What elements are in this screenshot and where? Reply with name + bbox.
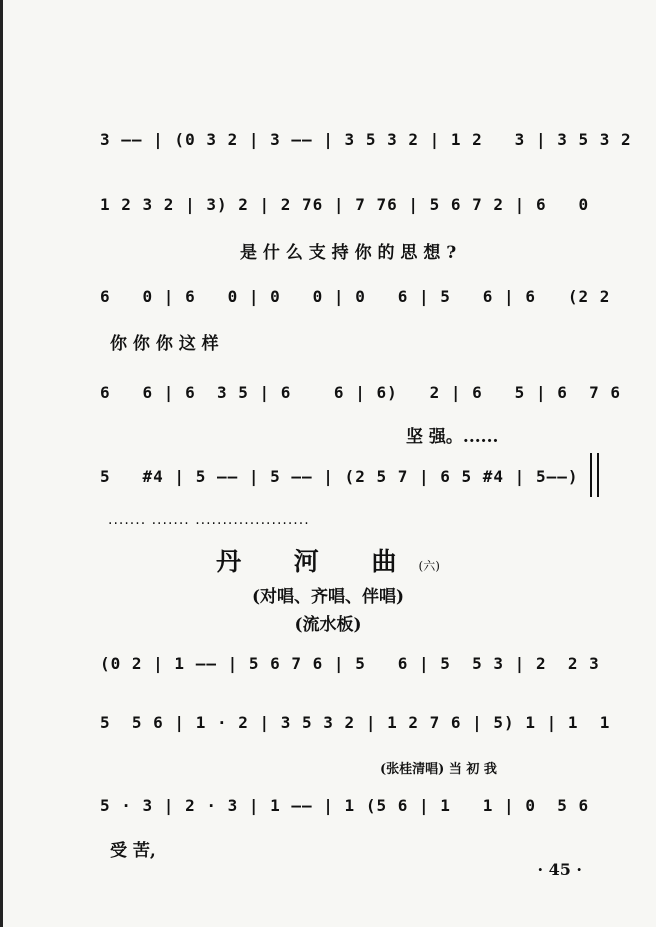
song-music-line-2 [100, 713, 611, 753]
lyric-line-3: 坚 强。...... [406, 427, 499, 447]
song-title [0, 542, 656, 578]
music-line-4 [100, 383, 622, 423]
song-music-line-1 [100, 654, 606, 694]
notation-text: 6 0 | 6 0 | 0 0 | 0 6 | 5 6 | 6 (2 2 [100, 287, 611, 306]
page-number: · 45 · [537, 860, 582, 879]
song-tempo: (流水板) [294, 615, 362, 635]
notation-text: 5 5 6 | 1 · 2 | 3 5 3 2 | 1 2 7 6 | 5) 1 | 1 1 [100, 713, 611, 732]
singer-note: (张桂清唱) 当 初 我 [380, 762, 497, 777]
music-line-5 [100, 467, 606, 507]
song-title-text: 丹 河 曲 [216, 547, 419, 576]
lyric-line-4: 受 苦, [110, 841, 156, 861]
notation-text: 5 #4 | 5 —— | 5 —— | (2 5 7 | 6 5 #4 | 5——) [100, 467, 579, 486]
notation-text: 3 —— | (0 3 2 | 3 —— | 3 5 3 2 | 1 2 3 | 3 5 3 2 [100, 130, 632, 149]
dotted-separator: ....... ....... ..................... [108, 512, 310, 528]
music-line-2 [100, 195, 606, 235]
song-title-tag: (六) [418, 559, 440, 573]
lyric-line-2: 你 你 你 这 样 [110, 334, 219, 354]
song-music-line-3 [100, 796, 606, 836]
notation-text: 1 2 3 2 | 3) 2 | 2 76 | 7 76 | 5 6 7 2 | 6 0 [100, 195, 590, 214]
notation-text: 6 6 | 6 3 5 | 6 6 | 6) 2 | 6 5 | 6 7 6 [100, 383, 622, 402]
double-barline [590, 453, 599, 497]
notation-text: (0 2 | 1 —— | 5 6 7 6 | 5 6 | 5 5 3 | 2 2 3 [100, 654, 600, 673]
notation-text: 5 · 3 | 2 · 3 | 1 —— | 1 (5 6 | 1 1 | 0 5 6 [100, 796, 590, 815]
page-edge [0, 0, 3, 927]
lyric-line-1: 是 什 么 支 持 你 的 思 想 ? [240, 243, 457, 263]
music-line-3 [100, 287, 611, 327]
music-line-1 [100, 130, 632, 170]
song-subtitle: (对唱、齐唱、伴唱) [251, 587, 405, 607]
